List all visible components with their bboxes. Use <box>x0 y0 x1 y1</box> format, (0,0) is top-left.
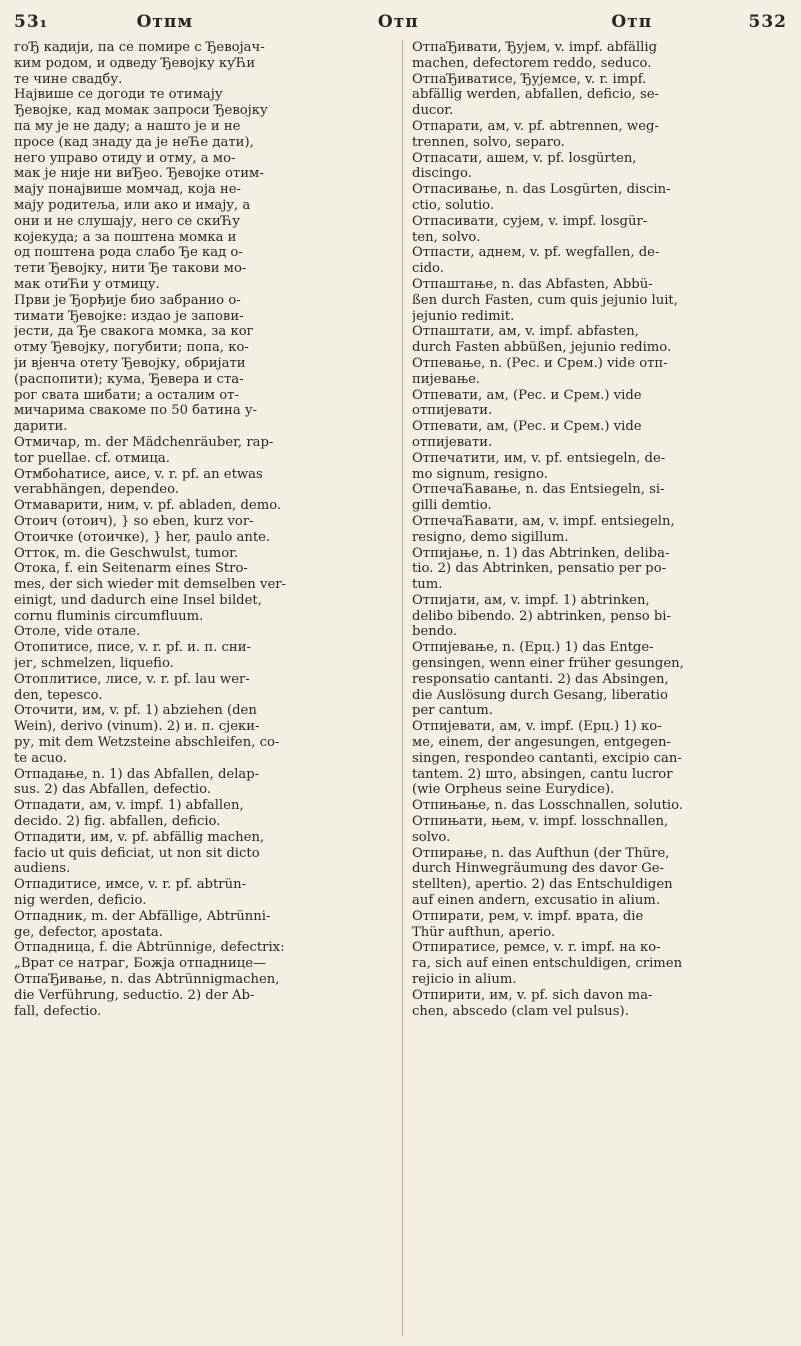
dictionary-line: per cantum. <box>412 703 493 719</box>
column-divider <box>402 40 403 1336</box>
dictionary-line: Отоичке (отоичке), } her, paulo ante. <box>14 529 271 545</box>
dictionary-line: Први је Ђорђије био забранио о- <box>14 292 241 308</box>
dictionary-line: ОтпаЂивање, n. das Abtrünnigmachen, <box>14 972 280 988</box>
dictionary-line: Отмичар, m. der Mädchenräuber, rap- <box>14 434 274 450</box>
dictionary-line: nig werden, deficio. <box>14 893 147 909</box>
dictionary-line: Отпадање, n. 1) das Abfallen, delap- <box>14 766 260 782</box>
dictionary-line: Отпадати, ам, v. impf. 1) abfallen, <box>14 798 244 814</box>
dictionary-line: facio ut quis deficiat, ut non sit dicto <box>14 845 260 861</box>
dictionary-line: mo signum, resigno. <box>412 466 548 482</box>
dictionary-line: tio. 2) das Abtrinken, pensatio per po- <box>412 561 667 577</box>
dictionary-line: Ђевојке, кад момак запроси Ђевојку <box>14 103 268 119</box>
dictionary-line: они и не слушају, него се скиЋу <box>14 213 241 229</box>
dictionary-line: ßen durch Fasten, cum quis jejunio luit, <box>412 292 678 308</box>
dictionary-line: tantem. 2) што, absingen, cantu lucror <box>412 766 673 782</box>
dictionary-line: die Auslösung durch Gesang, liberatio <box>412 687 668 703</box>
dictionary-line: singen, respondeo cantanti, excipio can- <box>412 750 682 766</box>
dictionary-line: мају родитеља, или ако и имају, а <box>14 197 251 213</box>
dictionary-line: die Verführung, seductio. 2) der Ab- <box>14 987 255 1003</box>
dictionary-line: Отпасти, аднем, v. pf. wegfallen, de- <box>412 245 660 261</box>
dictionary-line: gensingen, wenn einer früher gesungen, <box>412 656 684 672</box>
dictionary-line: те чине свадбу. <box>14 71 123 87</box>
dictionary-line: (wie Orpheus seine Eurydice). <box>412 782 615 798</box>
dictionary-line: Отпињање, n. das Losschnallen, solutio. <box>412 798 683 814</box>
dictionary-line: Отпијевати, ам, v. impf. (Ерц.) 1) ко- <box>412 719 662 735</box>
dictionary-line: Отока, f. ein Seitenarm eines Stro- <box>14 561 248 577</box>
left-page-number: 53₁ <box>14 12 49 32</box>
dictionary-line: па му је не даду; а нашто је и не <box>14 118 241 134</box>
dictionary-line: мају понајвише момчад, која не- <box>14 182 242 198</box>
dictionary-line: јег, schmelzen, liquefio. <box>14 656 174 672</box>
dictionary-line: rejicio in alium. <box>412 972 517 988</box>
dictionary-line: Отток, m. die Geschwulst, tumor. <box>14 545 239 561</box>
dictionary-line: cornu fluminis circumfluum. <box>14 608 204 624</box>
dictionary-line: solvo. <box>412 829 451 845</box>
dictionary-line: којекуда; а за поштена момка и <box>14 229 237 245</box>
dictionary-line: пијевање. <box>412 371 481 387</box>
dictionary-line: tor puellae. cf. отмица. <box>14 450 170 466</box>
right-running-head: Отп <box>611 12 653 32</box>
dictionary-line: gilli demtio. <box>412 498 492 514</box>
dictionary-line: Отоич (отоич), } so eben, kurz vor- <box>14 513 254 529</box>
dictionary-line: ducor. <box>412 103 454 119</box>
dictionary-line: discingo. <box>412 166 472 182</box>
dictionary-line: sus. 2) das Abfallen, defectio. <box>14 782 211 798</box>
dictionary-line: Отоле, vide отале. <box>14 624 141 640</box>
center-running-head: Отп <box>377 12 419 32</box>
dictionary-line: Отпирање, n. das Aufthun (der Thüre, <box>412 845 670 861</box>
dictionary-line: Wein), derivo (vinum). 2) и. п. сјеки- <box>14 719 260 735</box>
dictionary-line: fall, defectio. <box>14 1003 102 1019</box>
dictionary-line: гоЂ кадији, па се помире с Ђевојач- <box>14 40 265 55</box>
dictionary-line: отпијевати. <box>412 434 493 450</box>
dictionary-line: од поштена рода слабо Ђе кад о- <box>14 245 243 261</box>
dictionary-line: „Врат се натраг, Божја отпаднице— <box>14 956 267 972</box>
dictionary-line: рог свата шибати; а осталим от- <box>14 387 239 403</box>
dictionary-line: Отпадити, им, v. pf. abfällig machen, <box>14 829 265 845</box>
dictionary-line: ОтпечаЋавати, ам, v. impf. entsiegeln, <box>412 513 675 529</box>
dictionary-line: audiens. <box>14 861 71 877</box>
dictionary-line: Отпечатити, им, v. pf. entsiegeln, de- <box>412 450 666 466</box>
dictionary-line: ОтпаЂивати, Ђујем, v. impf. abfällig <box>412 40 658 55</box>
dictionary-line: verabhängen, dependeo. <box>14 482 179 498</box>
dictionary-line: Отпаштање, n. das Abfasten, Abbü- <box>412 276 653 292</box>
dictionary-line: јести, да Ђе свакога момка, за ког <box>14 324 254 340</box>
dictionary-line: Отпевати, ам, (Рес. и Срем.) vide <box>412 387 642 403</box>
dictionary-line: просе (кад знаду да је неЋе дати), <box>14 134 254 150</box>
dictionary-line: Отпасати, ашем, v. pf. losgürten, <box>412 150 637 166</box>
dictionary-line: Отмаварити, ним, v. pf. abladen, demo. <box>14 498 282 514</box>
dictionary-line: decido. 2) fig. abfallen, deficio. <box>14 814 221 830</box>
dictionary-line: cido. <box>412 261 444 277</box>
dictionary-line: responsatio cantanti. 2) das Absingen, <box>412 671 669 687</box>
dictionary-line: abfällig werden, abfallen, deficio, se- <box>412 87 660 103</box>
dictionary-line: Отпијати, ам, v. impf. 1) abtrinken, <box>412 592 650 608</box>
dictionary-line: ctio, solutio. <box>412 197 495 213</box>
dictionary-line: Thür aufthun, aperio. <box>412 924 556 940</box>
dictionary-line: Највише се догоди те отимају <box>14 87 223 103</box>
dictionary-line: Отоплитисе, лисе, v. r. pf. lau wer- <box>14 671 250 687</box>
right-column <box>412 40 790 1338</box>
dictionary-line: bendo. <box>412 624 458 640</box>
dictionary-line: den, tepesco. <box>14 687 103 703</box>
dictionary-line: Отпарати, ам, v. pf. abtrennen, weg- <box>412 118 659 134</box>
dictionary-line: durch Fasten abbüßen, jejunio redimo. <box>412 340 672 356</box>
dictionary-line: Отпевање, n. (Рес. и Срем.) vide отп- <box>412 355 668 371</box>
dictionary-line: durch Hinwegräumung des davor Ge- <box>412 861 665 877</box>
dictionary-line: stellten), apertio. 2) das Entschuldigen <box>412 877 673 893</box>
dictionary-line: trennen, solvo, separo. <box>412 134 565 150</box>
dictionary-line: mes, der sich wieder mit demselben ver- <box>14 577 287 593</box>
left-running-head: Отпм <box>136 12 194 32</box>
dictionary-line: отму Ђевојку, погубити; попа, ко- <box>14 340 249 356</box>
dictionary-line: auf einen andern, excusatio in alium. <box>412 893 661 909</box>
dictionary-line: Отпадница, f. die Abtrünnige, defectrix: <box>14 940 285 956</box>
dictionary-line: Отпињати, њем, v. impf. losschnallen, <box>412 814 669 830</box>
dictionary-line: machen, defectorem reddo, seduco. <box>412 55 652 71</box>
page-header <box>14 8 787 36</box>
dictionary-line: Оточити, им, v. pf. 1) abziehen (den <box>14 703 257 719</box>
dictionary-line: ру, mit dem Wetzsteine abschleifen, co- <box>14 735 280 751</box>
dictionary-line: мичарима свакоме по 50 батина у- <box>14 403 258 419</box>
dictionary-line: ten, solvo. <box>412 229 481 245</box>
dictionary-line: ји вјенча отету Ђевојку, обријати <box>14 355 246 371</box>
dictionary-line: мак отиЋи у отмицу. <box>14 276 160 292</box>
dictionary-line: га, sich auf einen entschuldigen, crimen <box>412 956 683 972</box>
right-page-number: 532 <box>748 12 788 32</box>
dictionary-line: Отпирати, рем, v. impf. врата, die <box>412 908 644 924</box>
dictionary-line: Отпадник, m. der Abfällige, Abtrünni- <box>14 908 271 924</box>
dictionary-line: einigt, und dadurch eine Insel bildet, <box>14 592 262 608</box>
dictionary-line: отпијевати. <box>412 403 493 419</box>
dictionary-line: ким родом, и одведу Ђевојку куЋи <box>14 55 256 71</box>
dictionary-line: тимати Ђевојке: издао је запови- <box>14 308 244 324</box>
left-column <box>14 40 394 1338</box>
dictionary-line: Отпевати, ам, (Рес. и Срем.) vide <box>412 419 642 435</box>
dictionary-line: Отпаштати, ам, v. impf. abfasten, <box>412 324 639 340</box>
dictionary-line: него управо отиду и отму, а мо- <box>14 150 236 166</box>
dictionary-line: Отпијање, n. 1) das Abtrinken, deliba- <box>412 545 670 561</box>
dictionary-line: Отпасивати, сујем, v. impf. losgür- <box>412 213 648 229</box>
dictionary-line: resigno, demo sigillum. <box>412 529 569 545</box>
dictionary-line: Отпијевање, n. (Ерц.) 1) das Entge- <box>412 640 654 656</box>
dictionary-line: Отопитисе, писе, v. r. pf. и. п. сни- <box>14 640 251 656</box>
dictionary-line: ge, defector, apostata. <box>14 924 163 940</box>
dictionary-line: тети Ђевојку, нити Ђе такови мо- <box>14 261 247 277</box>
dictionary-line: мак је није ни виЂео. Ђевојке отим- <box>14 166 264 182</box>
dictionary-line: chen, abscedo (clam vel pulsus). <box>412 1003 629 1019</box>
dictionary-line: ОтпечаЋавање, n. das Entsiegeln, si- <box>412 482 665 498</box>
dictionary-line: Отпадитисе, имсе, v. r. pf. abtrün- <box>14 877 247 893</box>
dictionary-line: te acuo. <box>14 750 67 766</box>
dictionary-line: (распопити); кума, Ђевера и ста- <box>14 371 244 387</box>
dictionary-line: Отпасивање, n. das Losgürten, discin- <box>412 182 671 198</box>
dictionary-line: Отмбоhатисе, аисе, v. r. pf. an etwas <box>14 466 263 482</box>
dictionary-line: Отпирити, им, v. pf. sich davon ma- <box>412 987 653 1003</box>
dictionary-line: Отпиратисе, ремсе, v. r. impf. на ко- <box>412 940 661 956</box>
dictionary-line: jejunio redimit. <box>412 308 515 324</box>
dictionary-line: ОтпаЂиватисе, Ђујемсе, v. r. impf. <box>412 71 647 87</box>
dictionary-line: ме, einem, der angesungen, entgegen- <box>412 735 671 751</box>
dictionary-line: delibo bibendo. 2) abtrinken, penso bi- <box>412 608 671 624</box>
dictionary-line: дарити. <box>14 419 68 435</box>
dictionary-line: tum. <box>412 577 443 593</box>
